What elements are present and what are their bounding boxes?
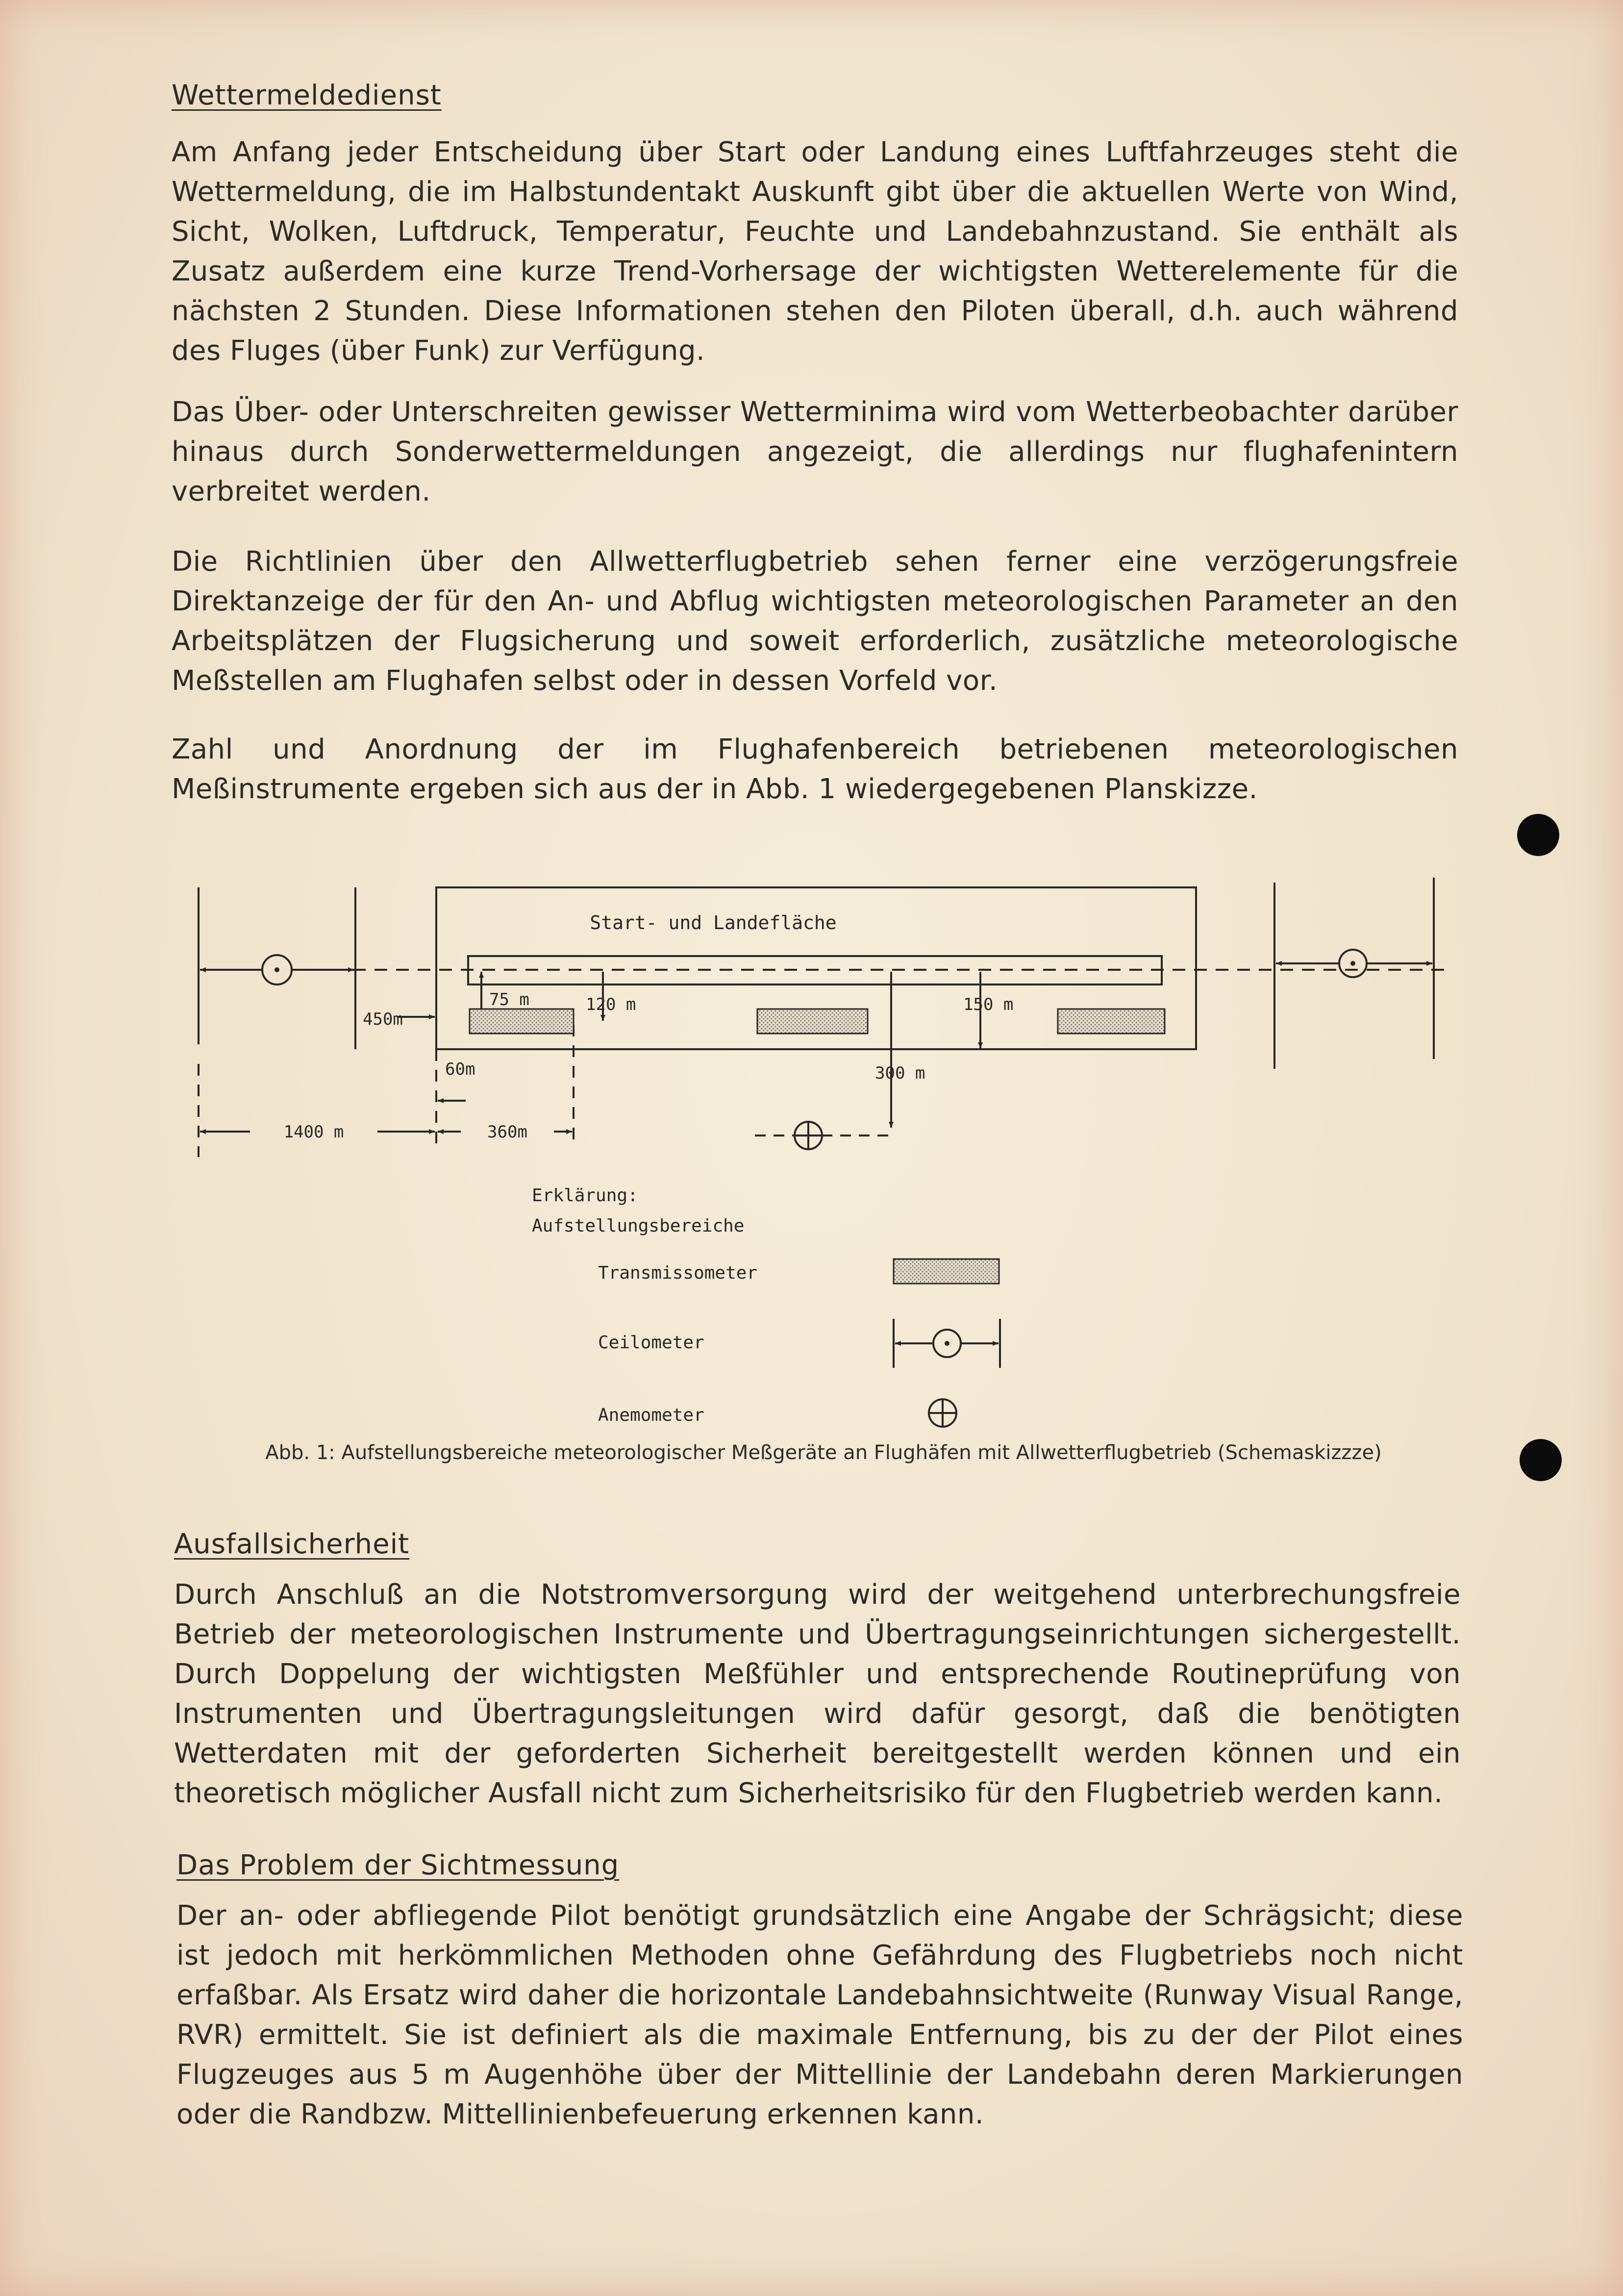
legend-transmissometer-symbol (894, 1259, 999, 1284)
label-300m: 300 m (875, 1063, 925, 1083)
heading-sichtmessung: Das Problem der Sichtmessung (176, 1849, 620, 1881)
label-1400m: 1400 m (283, 1122, 344, 1142)
transmissometer-left (470, 1009, 574, 1034)
paragraph-sichtmessung: Der an- oder abfliegende Pilot benötigt grundsätzlich eine Angabe der Schrägsicht; diese ist jedoch mit herkömmlichen Methoden ohne Gefährdung des Flugbetriebs noch nicht erfaßbar. Als Ersatz wird daher die horizontale Landebahnsichtweite (Runway Visual Range, RVR) ermittelt. Sie ist definiert als die maximale Entfernung, bis zu der der Pilot eines Flugzeuges aus 5 m Augenhöhe über der Mittellinie der Landebahn deren Markierungen oder die Randbzw. Mittellinienbefeuerung erkennen kann. (176, 1900, 1463, 2130)
punch-hole-top (1517, 814, 1559, 856)
legend-subtitle: Aufstellungsbereiche (532, 1216, 745, 1236)
label-75m: 75 m (489, 990, 529, 1009)
legend-transmissometer-label: Transmissometer (598, 1263, 758, 1283)
label-150m: 150 m (963, 995, 1014, 1014)
transmissometer-middle (757, 1009, 868, 1034)
legend-ceilometer-label: Ceilometer (598, 1333, 704, 1353)
transmissometer-right (1058, 1009, 1165, 1034)
heading-ausfallsicherheit: Ausfallsicherheit (174, 1528, 410, 1560)
label-120m: 120 m (586, 995, 636, 1014)
punch-hole-bottom (1520, 1439, 1562, 1481)
airport-sketch-diagram (176, 863, 1471, 1500)
paragraph-ausfallsicherheit: Durch Anschluß an die Notstromversorgung wird der weitgehend unterbrechungsfreie Betrieb der meteorologischen Instrumente und Übertragungseinrichtungen sichergestellt. Durch Doppelung der wichtigsten Meßfühler und entsprechende Routineprüfung von Instrumenten und Übertragungsleitungen wird dafür gesorgt, daß die benötigten Wetterdaten mit der geforderten Sicherheit bereitgestellt werden können und ein theoretisch möglicher Ausfall nicht zum Sicherheitsrisiko für den Flugbetrieb werden kann. (174, 1579, 1461, 1809)
paragraph-sonderwettermeldungen: Das Über- oder Unterschreiten gewisser Wetterminima wird vom Wetterbeobachter darüber hinaus durch Sonderwettermeldungen angezeigt, die allerdings nur flughafenintern verbreitet werden. (172, 396, 1458, 507)
legend-anemometer-symbol (929, 1399, 956, 1427)
legend-ceilometer-dot (945, 1341, 949, 1346)
right-ceilometer-dot (1350, 961, 1355, 966)
legend-title: Erklärung: (532, 1186, 638, 1206)
figure-caption: Abb. 1: Aufstellungsbereiche meteorologischer Meßgeräte an Flughäfen mit Allwetterflugbetrieb (Schemaskizzze) (265, 1441, 1382, 1464)
area-title: Start- und Landefläche (590, 912, 837, 934)
left-ceilometer-dot (275, 967, 279, 972)
label-450m: 450m (363, 1009, 403, 1029)
paragraph-wettermeldung: Am Anfang jeder Entscheidung über Start oder Landung eines Luftfahrzeuges steht die Wettermeldung, die im Halbstundentakt Auskunft gibt über die aktuellen Werte von Wind, Sicht, Wolken, Luftdruck, Temperatur, Feuchte und Landebahnzustand. Sie enthält als Zusatz außerdem eine kurze Trend-Vorhersage der wichtigsten Wetterelemente für die nächsten 2 Stunden. Diese Informationen stehen den Piloten überall, d.h. auch während des Fluges (über Funk) zur Verfügung. (172, 136, 1458, 367)
paragraph-messinstrumente: Zahl und Anordnung der im Flughafenbereich betriebenen meteorologischen Meßinstrumente ergeben sich aus der in Abb. 1 wiedergegebenen Planskizze. (172, 733, 1458, 805)
label-360m: 360m (487, 1122, 527, 1142)
legend-anemometer-label: Anemometer (598, 1405, 704, 1425)
label-60m: 60m (445, 1060, 475, 1079)
heading-wettermeldedienst: Wettermeldedienst (172, 79, 442, 111)
paragraph-richtlinien: Die Richtlinien über den Allwetterflugbetrieb sehen ferner eine verzögerungsfreie Direktanzeige der für den An- und Abflug wichtigsten meteorologischen Parameter an den Arbeitsplätzen der Flugsicherung und soweit erforderlich, zusätzliche meteorologische Meßstellen am Flughafen selbst oder in dessen Vorfeld vor. (172, 546, 1458, 697)
